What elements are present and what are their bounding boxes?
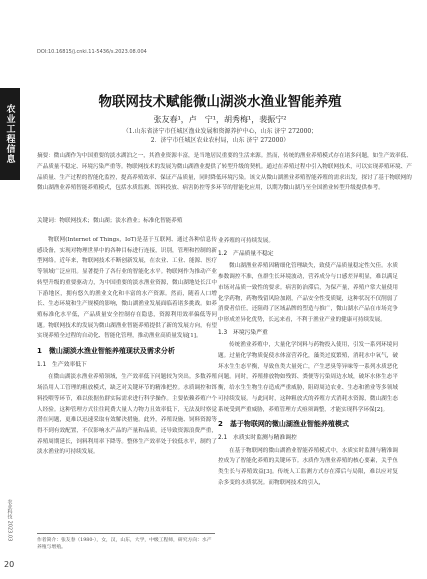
section-heading-1: 1 微山湖淡水渔业智能养殖现状及需求分析: [37, 347, 175, 356]
section-tab: 农业工程信息: [0, 88, 20, 180]
sidebar: [0, 0, 20, 579]
body-paragraph: 微山湖渔业养殖因精细化管理缺失，致使产品质量稳定性欠佳。水质参数调控不准，鱼群生长环境波动，营养成分与口感差异明显，难以满足市场对品质一致性的要求。病害防治滞后，为保产量，养殖户常大量使用化学药物，药物残留风险加剧，产品安全性受质疑，这种状况不仅削弱了消费者信任，还阻碍了区域品牌的塑造与推广，微山湖水产品在市场竞争中形成差异化优势，长远来看，不利于渔业产业的健康可持续发展。: [218, 263, 398, 323]
body-paragraph: 在微山湖淡水渔业养殖领域，生产效率低下问题较为突出。多数养殖场沿用人工管理的粗放模式，缺乏对关键环节的精准把控。水质调控和饵料投喂等环节，难以依据鱼群实际需求进行科学操作。主要依赖养殖户个人经验。这种管理方式往往耗费大量人力物力且效率低下，无法及时察觉潜在问题，更难以迅速采取有效解决措施。此外，养殖设施、饲料资源等得不到有效配置，不仅影响水产品的产量和品质，还导致资源浪费严重，养殖周期延长，饲料利用率下降等。整体生产效率处于较低水平，制约了淡水渔业的可持续发展。: [37, 374, 217, 456]
subsection-heading-1-3: 1.3 环境污染严重: [218, 329, 268, 336]
body-paragraph: 在基于物联网的微山湖渔业智能养殖模式中，水质实时监测与精准调控成为了智能化养殖的关键环节。水质作为渔业养殖的核心要素，关乎鱼类生长与养殖效益[3]。传统人工监测方式存在滞后与局限，难以应对复杂多变的水质状况。而物联网技术的引入，: [218, 447, 398, 486]
author-list: 张友春¹，卢 宁¹，胡秀梅¹，裴振宁²: [153, 115, 287, 124]
affiliation-1: （1.山东省济宁市任城区渔业发展和资源养护中心，山东 济宁 272000；: [122, 128, 318, 135]
continued-paragraph: 业养殖的可持续发展。: [218, 238, 274, 244]
subsection-heading-1-1: 1.1 生产效率低下: [37, 361, 87, 368]
affiliation-2: 2．济宁市任城区农业农村局，山东 济宁 272000）: [150, 137, 290, 144]
journal-footer: 农业科技 2023.03: [6, 498, 13, 542]
author-footnote: 作者简介：张友春（1980-），女，汉，山东，大学，中级工程师，研究方向：水产养殖与增殖。: [37, 533, 215, 551]
section-heading-2: 2 基于物联网的微山湖渔业智能养殖模式: [218, 420, 349, 429]
right-column: [218, 236, 398, 489]
subsection-heading-1-2: 1.2 产品质量不稳定: [218, 250, 274, 257]
left-column: [37, 235, 217, 459]
abstract: 摘要：微山湖作为中国重要的淡水湖泊之一，其渔业资源丰富，是当地居民重要的生活来源。然而，传统的渔业养殖模式存在诸多问题，如生产效率低、产品质量不稳定、环境污染严重等。物联网技术的发展为微山湖渔业提供了转型升级的契机。通过在养殖过程中引入物联网技术，可以实现养殖环境、产品质量、生产过程的智能化监控，提高养殖效率、保证产品质量，同时降低环境污染。该文从微山湖渔业养殖智能养殖的需求出发，探讨了基于物联网的微山湖渔业养殖智能养殖模式，包括水质监测、饵料投放、病害防控等多环节的智能化应用，以期为微山湖乃至全国渔业转型升级提供参考。: [37, 153, 412, 192]
body-paragraph: 传统渔业养殖中，大量化学饲料与药物投入使用，引发一系列环境问题。过量化学物质促使水体富营养化，藻类过度繁殖，消耗水中氧气，破坏水生生态平衡，导致鱼类大量死亡，产生恶臭等异味等一系列水质恶化问题。同时，养殖排放物如残饵、粪便等污染周边水域，破坏水体生态平衡，给水生生物生存造成严重威胁，阻碍周边农业、生态和渔业等多领域可持续发展。与此同时，这种粗放式的养殖方式消耗水资源，微山湖生态系统受到严重威胁，养殖管理方式亟须调整，才能实现科学环保[2]。: [218, 342, 398, 413]
page-number: 20: [4, 560, 15, 569]
keywords: 关键词：物联网技术；微山湖；淡水渔业；标准化智能养殖: [37, 218, 183, 224]
paper-title: 物联网技术赋能微山湖淡水渔业智能养殖: [98, 94, 342, 110]
doi-line: DOI:10.16815/j.cnki.11-5436/s.2023.08.004: [37, 49, 147, 55]
subsection-heading-2-1: 2.1 水质实时监测与精准调控: [218, 434, 297, 441]
intro-paragraph: 物联网(Internet of Things，IoT)是基于互联网、通过各种信息传感设备，实现对物理世界中的各种目标进行连接，识别，管理和控制的新型网络。近年来，物联网技术不断创新发展，在农业、工业、能源、医疗等领域广泛应用。显著提升了各行业的智能化水平。物联网作为推动产业转型升级的重要驱动力，为中国重要的淡水渔业资源，微山湖地处长江中下游地区，拥有悠久的渔业文化和丰富的水产资源。然而，随着人口增长、生态环境和生产规模的影响，微山湖渔业发展面临着诸多挑战。如养殖标准化水平低，产品质量安全控制存在隐患，资源利用效率偏低等问题。物联网技术的发展为微山湖渔业智能养殖提供了新的发展方向，有望实现养殖全过程的自动化、智能化管理，推动渔业高质量发展[1]。: [37, 237, 217, 340]
